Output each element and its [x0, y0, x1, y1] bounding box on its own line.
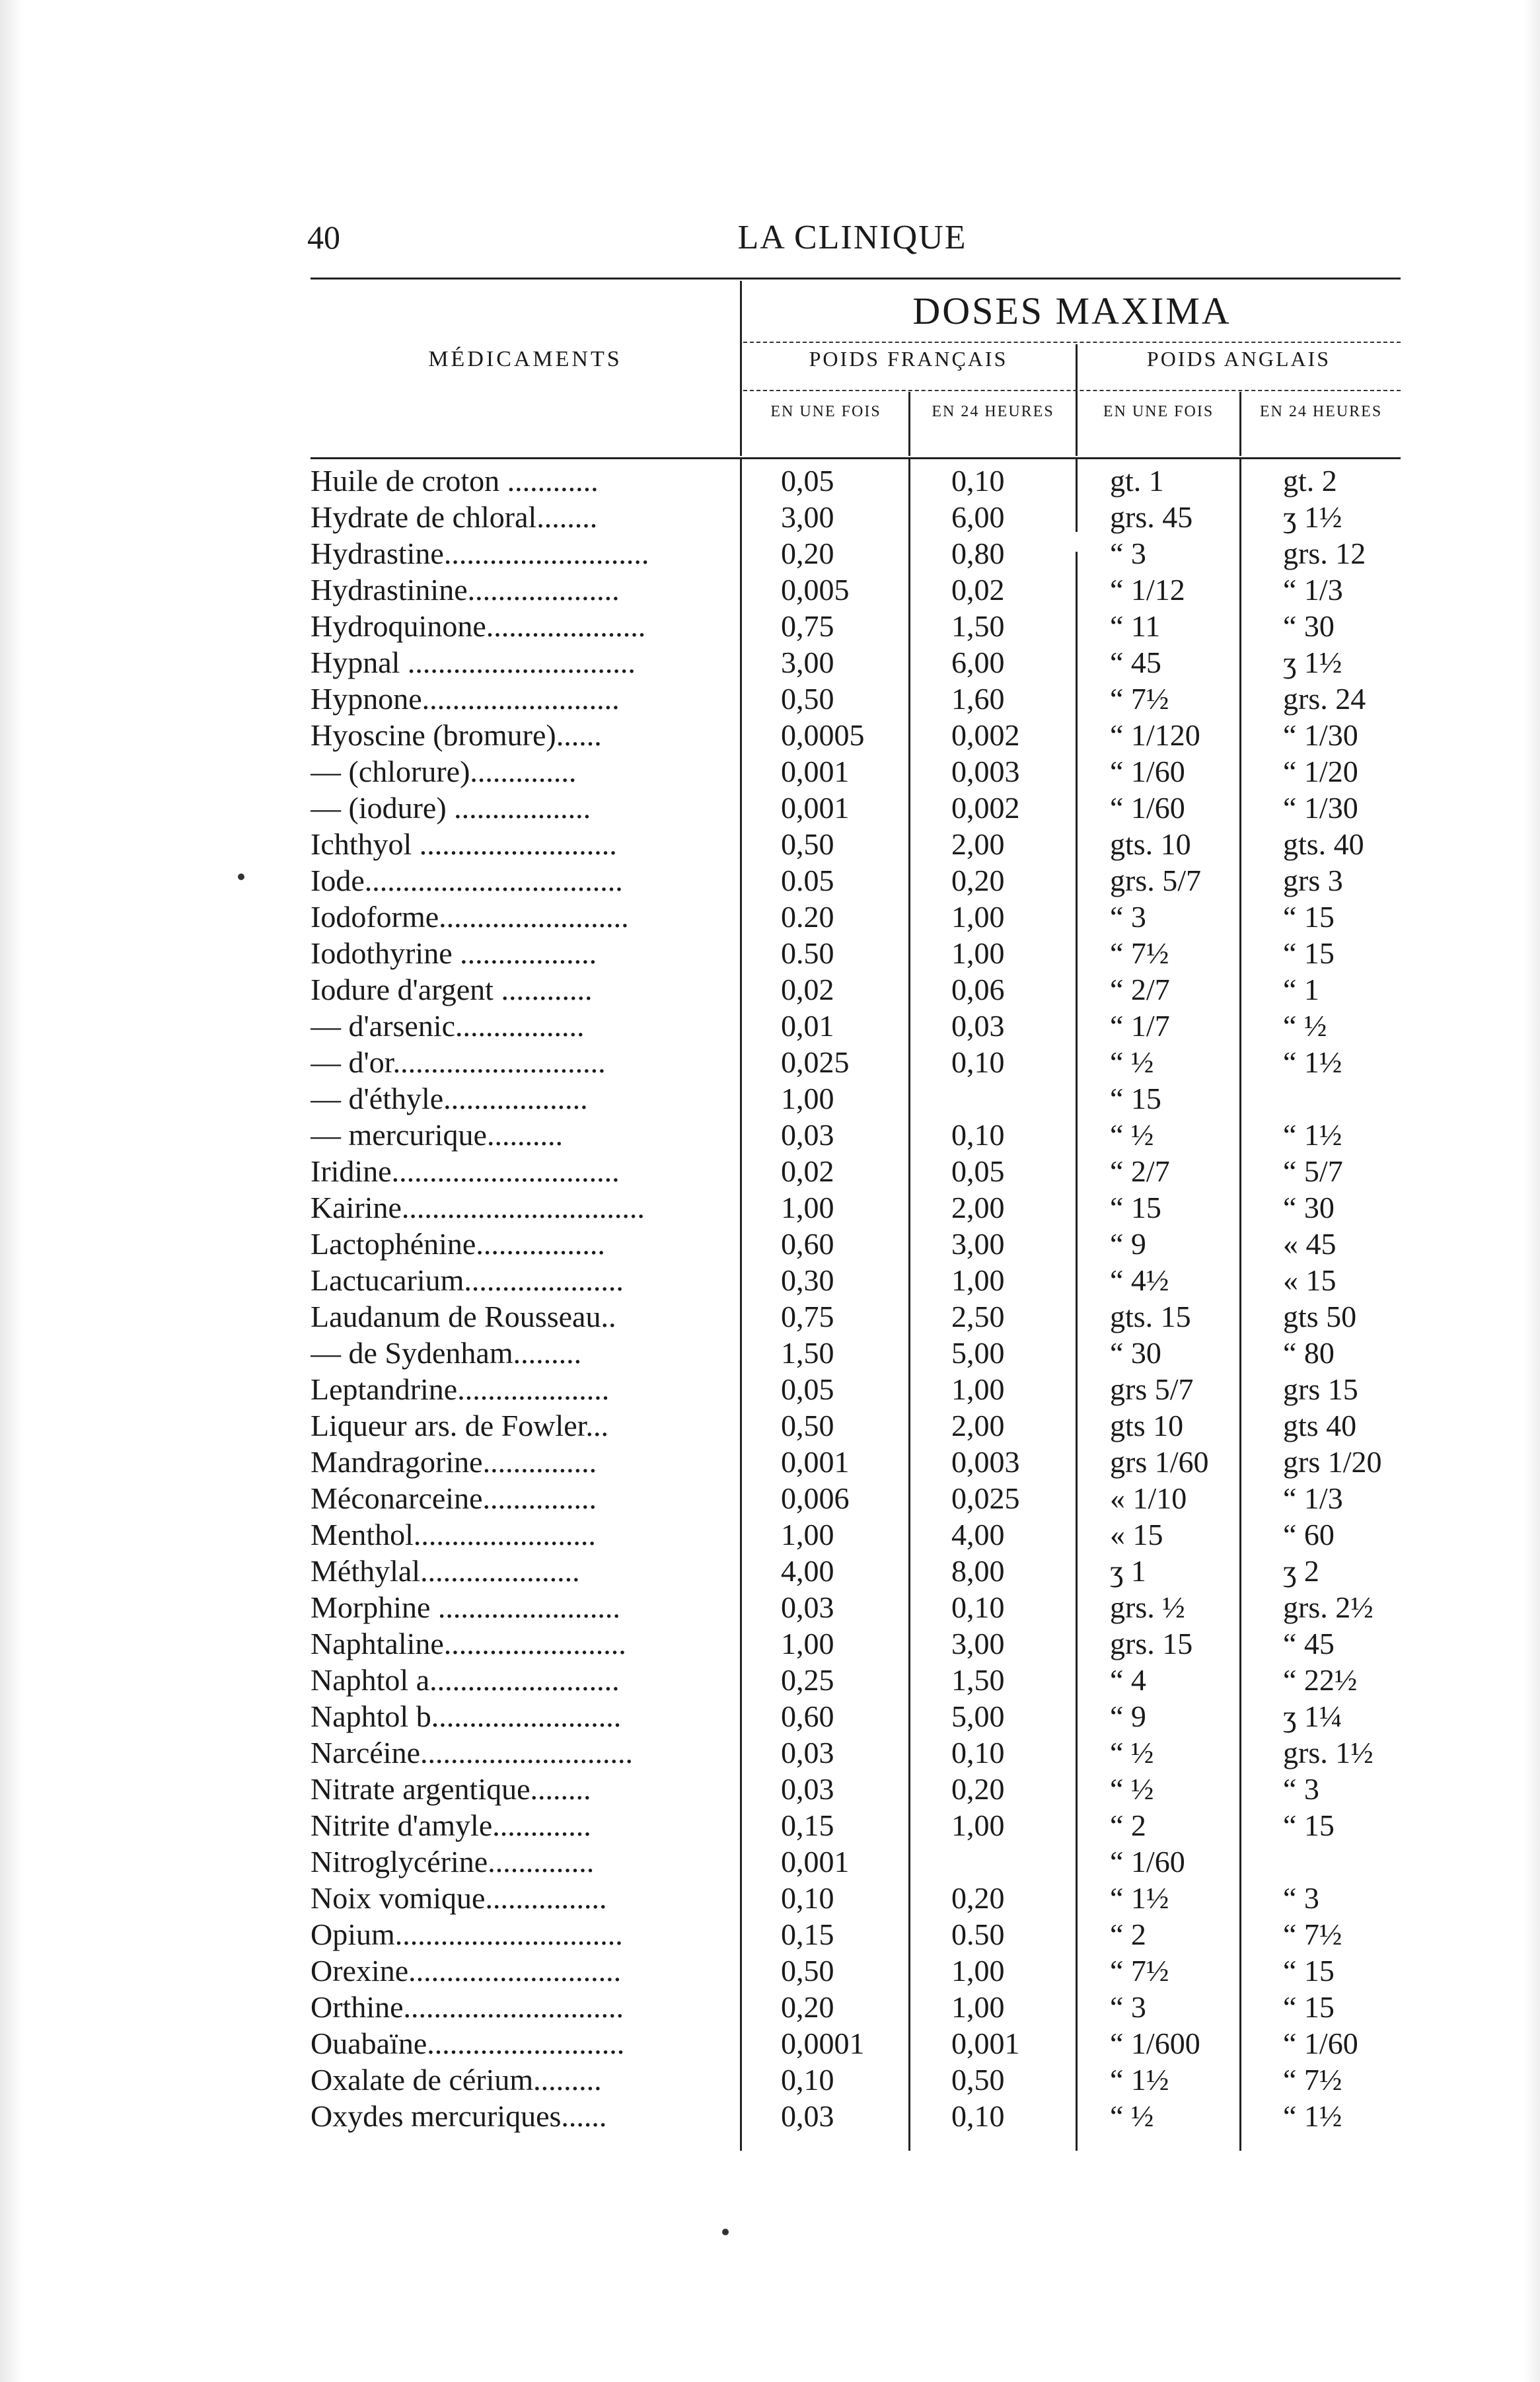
table-row	[311, 2062, 1420, 2098]
dose-fr-24h: 1,00	[951, 1263, 1005, 1297]
header-divider-main	[740, 281, 742, 456]
dose-en-once: “ 1½	[1110, 2063, 1169, 2097]
table-row	[311, 1625, 1420, 1662]
table-row	[311, 2025, 1420, 2062]
dose-fr-once: 1,00	[781, 1627, 834, 1660]
doses-maxima-title: DOSES MAXIMA	[912, 289, 1231, 332]
dose-fr-once: 0,75	[781, 609, 834, 643]
dose-fr-24h: 6,00	[951, 500, 1005, 534]
dose-fr-24h: 5,00	[951, 1699, 1005, 1733]
dose-en-24h: “ 15	[1283, 1954, 1335, 1988]
dose-en-24h: “ 1½	[1283, 2099, 1342, 2133]
dose-en-24h: “ 1	[1283, 973, 1319, 1006]
dose-fr-24h: 0,10	[951, 1118, 1005, 1152]
dose-en-24h: “ 22½	[1283, 1663, 1358, 1697]
print-speck	[722, 2229, 729, 2235]
dose-fr-once: 0,03	[781, 1118, 834, 1152]
dose-en-24h: “ 30	[1283, 1191, 1335, 1224]
drug-name: Oxydes mercuriques......	[311, 2099, 607, 2133]
dose-fr-24h: 0,05	[951, 1154, 1005, 1188]
dose-en-once: “ 1/60	[1110, 791, 1185, 825]
dose-fr-once: 0,025	[781, 1045, 850, 1079]
dose-en-once: grs. 45	[1110, 500, 1193, 534]
drug-name: Lactucarium.....................	[311, 1263, 624, 1297]
dose-fr-24h: 4,00	[951, 1518, 1005, 1551]
print-speck	[238, 874, 244, 880]
dose-en-once: “ 2/7	[1110, 1154, 1170, 1188]
drug-name: Hydrate de chloral........	[311, 500, 598, 534]
dose-fr-24h: 0,03	[951, 1009, 1005, 1043]
table-row	[311, 1444, 1420, 1480]
dose-en-once: grs. 5/7	[1110, 864, 1201, 897]
dose-fr-once: 0,02	[781, 973, 834, 1006]
table-row	[311, 1989, 1420, 2025]
dose-fr-once: 0,001	[781, 1845, 850, 1879]
table-row	[311, 1516, 1420, 1553]
table-row	[311, 1589, 1420, 1625]
dose-en-24h: “ 1/60	[1283, 2027, 1358, 2060]
dose-fr-24h: 8,00	[951, 1554, 1005, 1588]
page-number: 40	[307, 219, 340, 256]
dose-en-once: gt. 1	[1110, 464, 1164, 498]
table-row	[311, 463, 1420, 499]
dose-fr-24h: 1,50	[951, 609, 1005, 643]
dose-fr-once: 0.05	[781, 864, 834, 897]
table-row	[311, 1298, 1420, 1335]
table-row	[311, 1335, 1420, 1371]
dose-en-once: “ 7½	[1110, 936, 1169, 970]
dose-fr-once: 0,75	[781, 1300, 834, 1333]
dose-en-once: “ 2	[1110, 1808, 1146, 1842]
dose-fr-24h: 3,00	[951, 1627, 1005, 1660]
dose-en-24h: “ 1½	[1283, 1118, 1342, 1152]
table-row	[311, 1880, 1420, 1916]
dose-en-once: “ 4	[1110, 1663, 1146, 1697]
column-group-poids-anglais: POIDS ANGLAIS	[1146, 347, 1331, 371]
table-row	[311, 1953, 1420, 1989]
dose-en-24h: “ 45	[1283, 1627, 1335, 1660]
dose-en-24h: « 45	[1283, 1227, 1337, 1261]
dose-en-24h: “ 1/30	[1283, 718, 1358, 752]
dose-fr-once: 1,00	[781, 1191, 834, 1224]
dose-en-24h: “ 80	[1283, 1336, 1335, 1370]
dose-en-once: “ 1/600	[1110, 2027, 1200, 2060]
drug-name: Iode..................................	[311, 864, 623, 897]
dose-en-once: “ 15	[1110, 1082, 1161, 1115]
dose-fr-once: 0,03	[781, 1590, 834, 1624]
dose-en-24h: grs. 24	[1283, 682, 1366, 716]
drug-name: Kairine................................	[311, 1191, 645, 1224]
drug-name: Ouabaïne..........................	[311, 2027, 625, 2060]
dose-fr-once: 3,00	[781, 646, 834, 679]
dose-en-24h: gts 40	[1283, 1409, 1357, 1442]
dose-fr-once: 0,10	[781, 1881, 834, 1915]
dose-fr-24h: 1,00	[951, 1990, 1005, 2024]
table-row	[311, 1008, 1420, 1044]
table-row	[311, 644, 1420, 681]
dose-fr-24h: 1,00	[951, 1808, 1005, 1842]
table-row	[311, 1662, 1420, 1698]
dose-fr-24h: 1,60	[951, 682, 1005, 716]
sub-header-fr-once: EN UNE FOIS	[770, 403, 881, 420]
dose-fr-24h: 0,10	[951, 464, 1005, 498]
drug-name: Orexine............................	[311, 1954, 622, 1988]
dose-en-once: “ 15	[1110, 1191, 1161, 1224]
dose-fr-once: 0,006	[781, 1481, 850, 1515]
drug-name: Huile de croton ............	[311, 464, 599, 498]
dose-en-once: “ 9	[1110, 1227, 1146, 1261]
drug-name: Menthol........................	[311, 1518, 596, 1551]
header-divider-en	[1239, 392, 1241, 456]
dose-en-once: “ 1/12	[1110, 573, 1185, 607]
dose-fr-once: 0,60	[781, 1699, 834, 1733]
dose-fr-24h: 2,00	[951, 1409, 1005, 1442]
body-divider-fr-lower	[908, 1209, 910, 2151]
drug-name: Opium..............................	[311, 1917, 623, 1951]
dose-en-24h: “ 15	[1283, 900, 1335, 934]
dose-fr-24h: 2,00	[951, 1191, 1005, 1224]
dose-fr-once: 0.50	[781, 936, 834, 970]
drug-name: Nitrite d'amyle.............	[311, 1808, 591, 1842]
table-row	[311, 1153, 1420, 1189]
dose-fr-once: 0,005	[781, 573, 850, 607]
table-row	[311, 1843, 1420, 1880]
drug-name: — (chlorure)..............	[311, 755, 577, 788]
dose-fr-once: 0,05	[781, 1372, 834, 1406]
dose-fr-24h: 0,002	[951, 791, 1020, 825]
dose-en-once: ʒ 1	[1110, 1554, 1146, 1588]
table-row	[311, 572, 1420, 608]
dose-en-24h: ʒ 1¼	[1283, 1699, 1342, 1733]
dose-en-24h: “ 15	[1283, 936, 1335, 970]
dose-en-once: “ ½	[1110, 2099, 1154, 2133]
dose-en-24h: “ 1/3	[1283, 573, 1343, 607]
drug-name: — (iodure) ..................	[311, 791, 591, 825]
dose-fr-24h: 0,80	[951, 537, 1005, 570]
dose-fr-24h: 1,00	[951, 1954, 1005, 1988]
poids-group-rule	[743, 390, 1401, 392]
dose-fr-24h: 0,20	[951, 1881, 1005, 1915]
drug-name: Hydroquinone.....................	[311, 609, 646, 643]
drug-name: Naphtol b.........................	[311, 1699, 622, 1733]
dose-fr-once: 0,001	[781, 791, 850, 825]
dose-fr-once: 0,02	[781, 1154, 834, 1188]
dose-fr-24h: 0,002	[951, 718, 1020, 752]
dose-en-once: “ ½	[1110, 1772, 1154, 1806]
dose-en-24h: “ 30	[1283, 609, 1335, 643]
page-edge-shadow-right	[1524, 0, 1540, 2382]
table-row	[311, 1189, 1420, 1226]
page-header	[307, 210, 1397, 263]
dose-en-24h: grs 15	[1283, 1372, 1358, 1406]
drug-name: Iridine..............................	[311, 1154, 620, 1188]
dose-fr-once: 0,50	[781, 1409, 834, 1442]
dose-fr-once: 0,05	[781, 464, 834, 498]
drug-name: Lactophénine.................	[311, 1227, 605, 1261]
table-row	[311, 1807, 1420, 1843]
table-row	[311, 1117, 1420, 1153]
drug-name: Hyoscine (bromure)......	[311, 718, 602, 752]
drug-name: Hypnone..........................	[311, 682, 620, 716]
dose-fr-24h: 1,00	[951, 1372, 1005, 1406]
dose-en-once: “ 2	[1110, 1917, 1146, 1951]
drug-name: — de Sydenham.........	[311, 1336, 582, 1370]
dose-en-24h: gt. 2	[1283, 464, 1337, 498]
dose-en-24h: ʒ 2	[1283, 1554, 1319, 1588]
header-divider-fr	[908, 392, 910, 456]
dose-en-once: « 1/10	[1110, 1481, 1187, 1515]
dose-en-once: “ 1½	[1110, 1881, 1169, 1915]
dose-fr-once: 4,00	[781, 1554, 834, 1588]
dose-fr-24h: 0,025	[951, 1481, 1020, 1515]
table-row	[311, 1734, 1420, 1771]
body-divider-groups-lower	[1076, 552, 1078, 2151]
table-row	[311, 535, 1420, 572]
column-group-poids-francais: POIDS FRANÇAIS	[809, 347, 1008, 371]
table-row	[311, 826, 1420, 862]
dose-fr-24h: 6,00	[951, 646, 1005, 679]
drug-name: — d'éthyle...................	[311, 1082, 588, 1115]
drug-name: — mercurique..........	[311, 1118, 563, 1152]
dose-fr-once: 0,01	[781, 1009, 834, 1043]
dose-en-24h: “ 60	[1283, 1518, 1335, 1551]
dose-en-once: “ 3	[1110, 537, 1146, 570]
dose-fr-once: 0,03	[781, 1736, 834, 1769]
dose-en-once: gts. 15	[1110, 1300, 1191, 1333]
drug-name: — d'or............................	[311, 1045, 606, 1079]
dose-en-24h: “ 15	[1283, 1990, 1335, 2024]
table-row	[311, 1226, 1420, 1262]
dose-en-once: “ 7½	[1110, 682, 1169, 716]
table-row	[311, 1771, 1420, 1807]
table-header-bottom-rule	[311, 457, 1401, 459]
drug-name: Oxalate de cérium.........	[311, 2063, 602, 2097]
dose-en-24h: ʒ 1½	[1283, 500, 1342, 534]
table-body	[311, 463, 1420, 2134]
dose-fr-24h: 2,50	[951, 1300, 1005, 1333]
table-row	[311, 608, 1420, 644]
dose-en-24h: “ 1½	[1283, 1045, 1342, 1079]
dose-en-once: “ 11	[1110, 609, 1161, 643]
table-row	[311, 753, 1420, 790]
drug-name: Hypnal ..............................	[311, 646, 636, 679]
dose-en-24h: gts 50	[1283, 1300, 1357, 1333]
dose-en-24h: “ 1/3	[1283, 1481, 1343, 1515]
drug-name: Leptandrine....................	[311, 1372, 610, 1406]
drug-name: Iodoforme.........................	[311, 900, 629, 934]
dose-en-once: “ 30	[1110, 1336, 1161, 1370]
dose-en-24h: “ 15	[1283, 1808, 1335, 1842]
dose-en-once: grs 1/60	[1110, 1445, 1209, 1479]
dose-fr-once: 0.20	[781, 900, 834, 934]
dose-fr-24h: 1,00	[951, 900, 1005, 934]
dose-fr-once: 0,50	[781, 827, 834, 861]
table-row	[311, 717, 1420, 753]
dose-en-24h: grs 3	[1283, 864, 1343, 897]
table-header	[311, 281, 1401, 456]
dose-fr-24h: 0,50	[951, 2063, 1005, 2097]
dose-fr-24h: 0,20	[951, 864, 1005, 897]
dose-en-once: gts 10	[1110, 1409, 1184, 1442]
table-top-rule	[311, 278, 1401, 279]
dose-en-24h: gts. 40	[1283, 827, 1364, 861]
doses-title-rule	[743, 342, 1401, 344]
dose-en-once: grs. 15	[1110, 1627, 1193, 1660]
dose-fr-24h: 0.50	[951, 1917, 1005, 1951]
dose-en-once: “ 1/60	[1110, 1845, 1185, 1879]
dose-en-once: grs 5/7	[1110, 1372, 1194, 1406]
dose-en-once: “ 3	[1110, 1990, 1146, 2024]
drug-name: Orthine.............................	[311, 1990, 624, 2024]
dose-fr-once: 0,0005	[781, 718, 865, 752]
table-row	[311, 1044, 1420, 1080]
drug-name: Laudanum de Rousseau..	[311, 1300, 616, 1333]
dose-fr-24h: 0,001	[951, 2027, 1020, 2060]
drug-name: Nitrate argentique........	[311, 1772, 591, 1806]
dose-en-24h: “ 7½	[1283, 1917, 1342, 1951]
dose-fr-24h: 3,00	[951, 1227, 1005, 1261]
dose-en-once: “ 4½	[1110, 1263, 1169, 1297]
table-row	[311, 1916, 1420, 1953]
dose-fr-24h: 0,003	[951, 1445, 1020, 1479]
dose-fr-once: 0,03	[781, 1772, 834, 1806]
dose-en-24h: ʒ 1½	[1283, 646, 1342, 679]
drug-name: Ichthyol ..........................	[311, 827, 617, 861]
dose-fr-24h: 0,10	[951, 2099, 1005, 2133]
dose-fr-once: 0,03	[781, 2099, 834, 2133]
drug-name: Naphtaline........................	[311, 1627, 626, 1660]
dose-fr-24h: 0,02	[951, 573, 1005, 607]
dose-en-24h: “ 5/7	[1283, 1154, 1343, 1188]
dose-en-once: “ 7½	[1110, 1954, 1169, 1988]
drug-name: Liqueur ars. de Fowler...	[311, 1409, 608, 1442]
table-row	[311, 1480, 1420, 1516]
dose-fr-once: 0,60	[781, 1227, 834, 1261]
page-edge-shadow-left	[0, 0, 22, 2382]
table-row	[311, 499, 1420, 535]
sub-header-en-24h: EN 24 HEURES	[1259, 403, 1383, 420]
table-row	[311, 1407, 1420, 1444]
dose-fr-once: 0,15	[781, 1808, 834, 1842]
dose-fr-24h: 2,00	[951, 827, 1005, 861]
drug-name: Hydrastine...........................	[311, 537, 649, 570]
dose-fr-24h: 0,003	[951, 755, 1020, 788]
dose-fr-once: 0,001	[781, 755, 850, 788]
dose-fr-once: 0,20	[781, 1990, 834, 2024]
dose-en-24h: grs. 1½	[1283, 1736, 1374, 1769]
dose-en-once: “ 9	[1110, 1699, 1146, 1733]
dose-fr-once: 1,00	[781, 1082, 834, 1115]
dose-en-24h: “ 7½	[1283, 2063, 1342, 2097]
dose-fr-once: 0,25	[781, 1663, 834, 1697]
dose-en-once: “ 3	[1110, 900, 1146, 934]
dose-en-24h: “ 1/30	[1283, 791, 1358, 825]
dose-en-once: “ ½	[1110, 1118, 1154, 1152]
dose-fr-24h: 0,10	[951, 1045, 1005, 1079]
dose-en-24h: grs. 2½	[1283, 1590, 1374, 1624]
dose-en-24h: “ ½	[1283, 1009, 1327, 1043]
dose-fr-24h: 5,00	[951, 1336, 1005, 1370]
dose-fr-24h: 0,06	[951, 973, 1005, 1006]
dose-en-once: « 15	[1110, 1518, 1163, 1551]
dose-en-24h: “ 1/20	[1283, 755, 1358, 788]
dose-fr-once: 1,50	[781, 1336, 834, 1370]
dose-fr-24h: 0,10	[951, 1736, 1005, 1769]
dose-en-24h: grs. 12	[1283, 537, 1366, 570]
dose-fr-once: 0,15	[781, 1917, 834, 1951]
table-row	[311, 971, 1420, 1008]
table-row	[311, 1553, 1420, 1589]
dose-en-24h: « 15	[1283, 1263, 1337, 1297]
sub-header-fr-24h: EN 24 HEURES	[932, 403, 1054, 420]
table-row	[311, 1262, 1420, 1298]
table-row	[311, 790, 1420, 826]
drug-name: Méconarceine...............	[311, 1481, 597, 1515]
dose-en-once: grs. ½	[1110, 1590, 1185, 1624]
table-row	[311, 1698, 1420, 1734]
drug-name: — d'arsenic.................	[311, 1009, 585, 1043]
table-row	[311, 862, 1420, 899]
dose-en-24h: grs 1/20	[1283, 1445, 1382, 1479]
table-row	[311, 2098, 1420, 2134]
column-header-medicaments: MÉDICAMENTS	[428, 347, 622, 371]
drug-name: Nitroglycérine..............	[311, 1845, 595, 1879]
dose-fr-once: 0,001	[781, 1445, 850, 1479]
dose-en-once: gts. 10	[1110, 827, 1191, 861]
table-row	[311, 1080, 1420, 1117]
running-title: LA CLINIQUE	[737, 219, 967, 256]
dose-fr-once: 0,0001	[781, 2027, 865, 2060]
drug-name: Iodothyrine ..................	[311, 936, 597, 970]
table-row	[311, 1371, 1420, 1407]
drug-name: Narcéine............................	[311, 1736, 633, 1769]
drug-name: Naphtol a.........................	[311, 1663, 620, 1697]
dose-fr-once: 0,10	[781, 2063, 834, 2097]
dose-fr-24h: 1,50	[951, 1663, 1005, 1697]
dose-en-once: “ 1/60	[1110, 755, 1185, 788]
drug-name: Mandragorine...............	[311, 1445, 597, 1479]
dose-fr-once: 1,00	[781, 1518, 834, 1551]
drug-name: Hydrastinine....................	[311, 573, 620, 607]
dose-en-24h: “ 3	[1283, 1881, 1319, 1915]
table-row	[311, 935, 1420, 971]
drug-name: Iodure d'argent ............	[311, 973, 593, 1006]
dose-en-24h: “ 3	[1283, 1772, 1319, 1806]
sub-header-en-once: EN UNE FOIS	[1103, 403, 1214, 420]
dose-en-once: “ 1/120	[1110, 718, 1200, 752]
dose-en-once: “ 1/7	[1110, 1009, 1170, 1043]
dose-fr-24h: 0,10	[951, 1590, 1005, 1624]
dose-fr-24h: 1,00	[951, 936, 1005, 970]
dose-fr-24h: 0,20	[951, 1772, 1005, 1806]
dose-en-once: “ 2/7	[1110, 973, 1170, 1006]
dose-fr-once: 0,50	[781, 1954, 834, 1988]
drug-name: Morphine ........................	[311, 1590, 620, 1624]
dose-en-once: “ 45	[1110, 646, 1161, 679]
table-row	[311, 681, 1420, 717]
dose-fr-once: 3,00	[781, 500, 834, 534]
drug-name: Noix vomique................	[311, 1881, 607, 1915]
dose-fr-once: 0,50	[781, 682, 834, 716]
dose-en-once: “ ½	[1110, 1045, 1154, 1079]
drug-name: Méthylal.....................	[311, 1554, 580, 1588]
dose-fr-once: 0,30	[781, 1263, 834, 1297]
table-row	[311, 899, 1420, 935]
dose-fr-once: 0,20	[781, 537, 834, 570]
dose-en-once: “ ½	[1110, 1736, 1154, 1769]
